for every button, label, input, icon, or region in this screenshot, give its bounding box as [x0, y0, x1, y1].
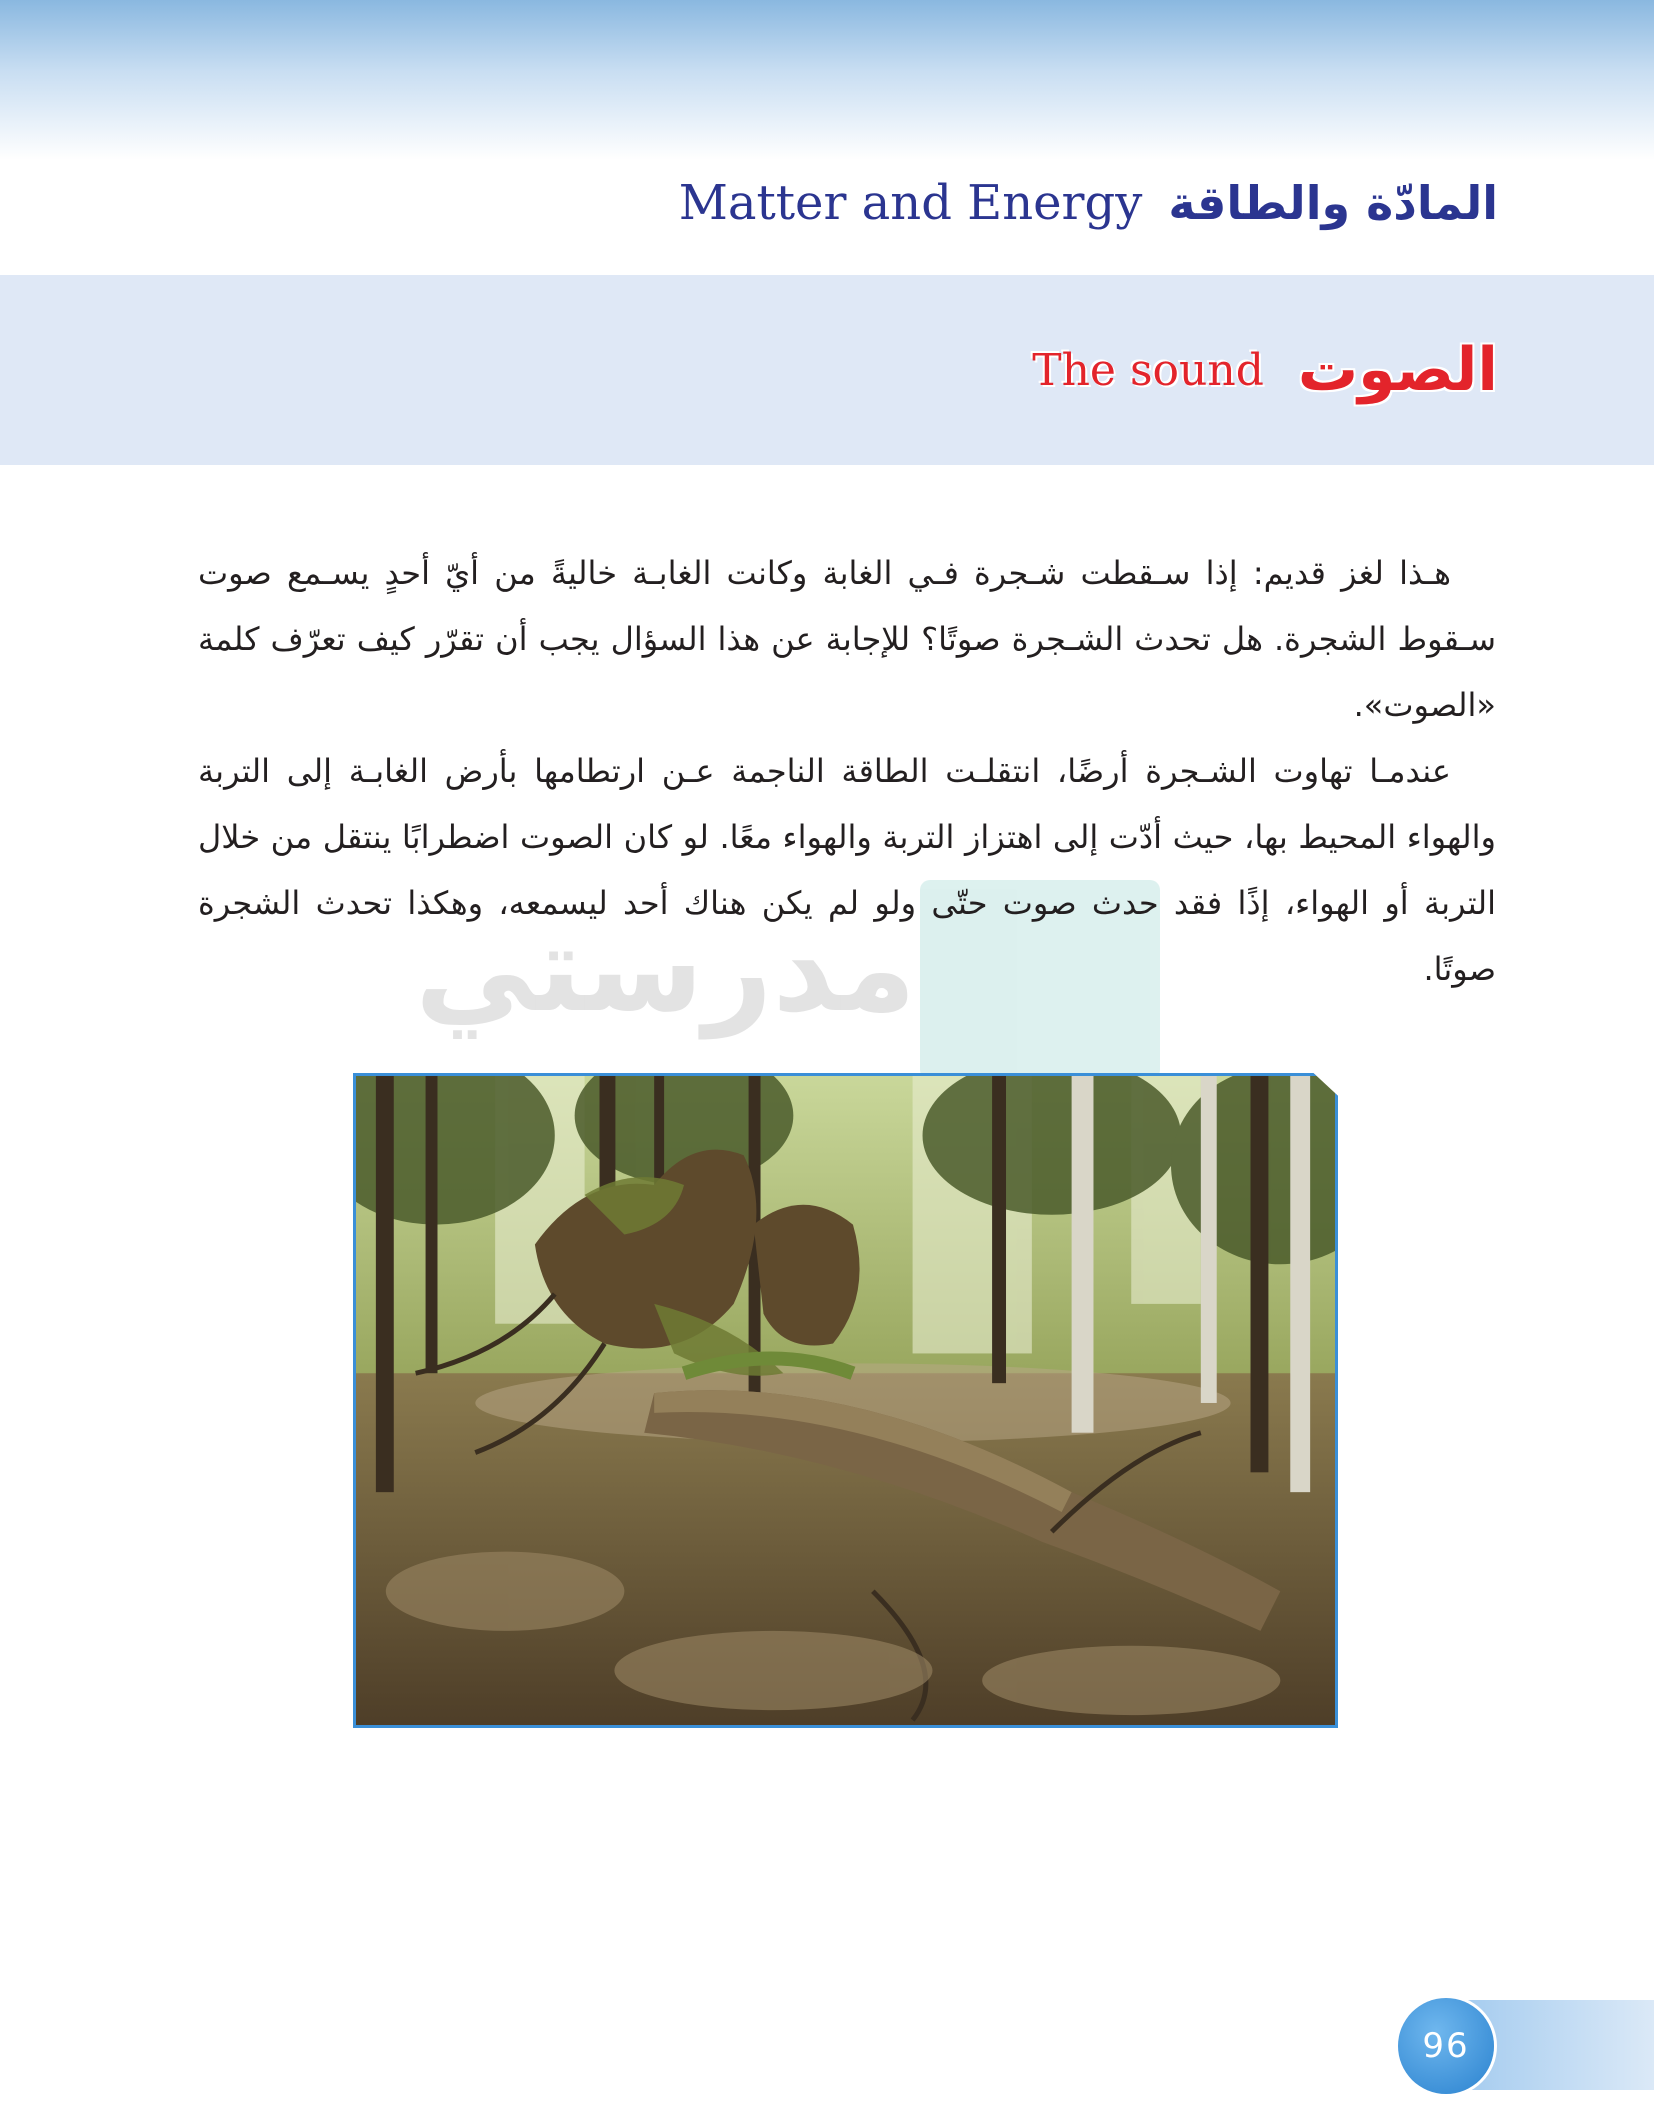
fallen-tree-photo — [353, 1073, 1338, 1728]
lesson-title-english: The sound — [1032, 344, 1264, 396]
unit-title-arabic: المادّة والطاقة — [1168, 176, 1498, 230]
paragraph-riddle: هـذا لغز قديم: إذا سـقطت شـجرة فـي الغابة وكانت الغابـة خاليةً من أيّ أحدٍ يسـمع صوت سـقوط الشجرة. هل تحدث الشـجرة صوتًا؟ للإجابة عن هذا السؤال يجب أن تقرّر كيف تعرّف كلمة «الصوت». — [198, 554, 1496, 724]
page-number-badge — [1398, 1998, 1494, 2094]
body-text — [198, 540, 1496, 1002]
unit-title-english: Matter and Energy — [678, 175, 1143, 231]
page-number: 96 — [1422, 2026, 1470, 2066]
unit-header — [679, 168, 1498, 238]
paragraph-explanation: عندمـا تهاوت الشـجرة أرضًا، انتقلـت الطاقة الناجمة عـن ارتطامها بأرض الغابـة إلى التربة والهواء المحيط بها، حيث أدّت إلى اهتزاز التربة والهواء معًا. لو كان الصوت اضطرابًا ينتقل من خلال التربة أو الهواء، إذًا فقد حدث صوت حتّى ولو لم يكن هناك أحد ليسمعه، وهكذا تحدث الشجرة صوتًا. — [198, 752, 1496, 988]
lesson-title — [1032, 330, 1498, 410]
top-gradient-banner — [0, 0, 1654, 160]
forest-illustration-icon — [356, 1076, 1335, 1725]
lesson-title-arabic: الصوت — [1297, 335, 1498, 405]
watermark-text: مدرستي — [415, 900, 917, 1039]
